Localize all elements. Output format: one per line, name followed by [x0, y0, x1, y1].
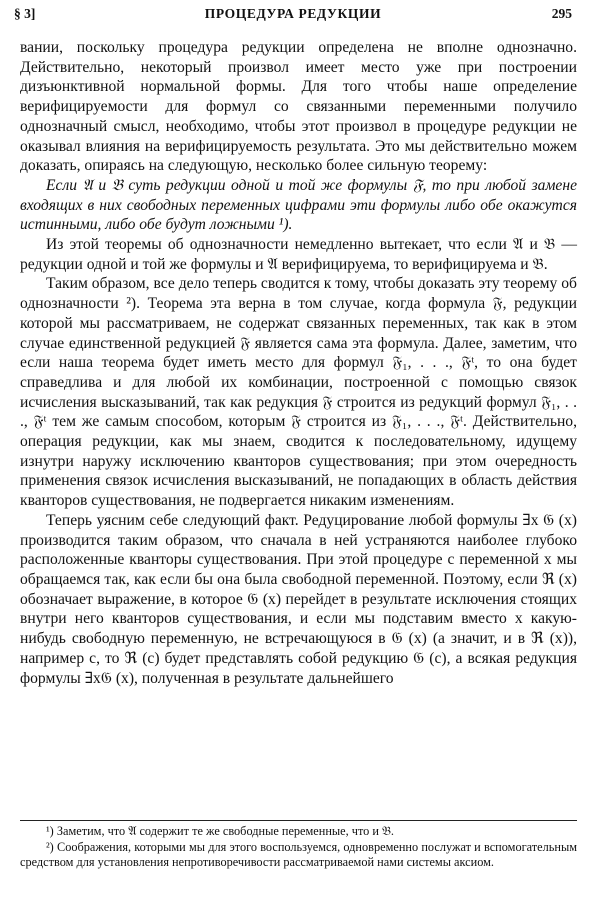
page-number: 295 [551, 6, 572, 21]
footnotes [20, 820, 577, 871]
running-head [14, 6, 572, 24]
footnote-2: ²) Соображения, которыми мы для этого воспользуемся, одновременно послужат и вспомогательным средством для установления непротиворечивости рассматриваемой нами системы аксиом. [20, 839, 577, 870]
theorem-statement: Если 𝔄 и 𝔅 суть редукции одной и той же формулы 𝔉, то при любой замене входящих в них свободных переменных цифрами эти формулы либо обе окажутся истинными, либо обе будут ложными ¹). [20, 176, 577, 234]
footnote-1: ¹) Заметим, что 𝔄 содержит те же свободные переменные, что и 𝔅. [46, 824, 395, 838]
running-title: ПРОЦЕДУРА РЕДУКЦИИ [204, 6, 382, 21]
body-text [20, 38, 577, 688]
paragraph-continued: вании, поскольку процедура редукции определена не вполне однозначно. Действительно, некоторый произвол имеет место уже при построении дизъюнктивной нормальной формы. Для того чтобы наше определение верифицируемости для формул со связанными переменными получило однозначный смысл, необходимо, чтобы этот произвол в процедуре редукции не оказывал влияния на верифицируемость результата. Это мы действительно можем доказать, опираясь на следующую, несколько более сильную теорему: [20, 39, 577, 175]
paragraph: Из этой теоремы об однозначности немедленно вытекает, что если 𝔄 и 𝔅 — редукции одной и той же формулы и 𝔄 верифицируема, то верифицируема и 𝔅. [20, 236, 577, 273]
paragraph: Таким образом, все дело теперь сводится к тому, чтобы доказать эту теорему об однозначности ²). Теорема эта верна в том случае, когда формула 𝔉, редукции которой мы рассматриваем, не содержат связанных переменных, так как в этом случае единственной редукцией 𝔉 является сама эта формула. Далее, заметим, что если наша теорема будет иметь место для формул 𝔉₁, . . ., 𝔉ᵗ, то она будет справедлива и для любой их комбинации, построенной с помощью связок исчисления высказываний, так как редукция 𝔉 строится из редукций формул 𝔉₁, . . ., 𝔉ᵗ тем же самым способом, которым 𝔉 строится из 𝔉₁, . . ., 𝔉ᵗ. Действительно, операция редукции, как мы знаем, сводится к последовательному, идущему изнутри наружу исключению кванторов существования; при этом очередность применения связок исчисления высказываний, не попадающих в область действия кванторов существования, не подвергается никаким изменениям. [20, 275, 577, 510]
paragraph: Теперь уясним себе следующий факт. Редуцирование любой формулы ∃x 𝔊 (x) производится таким образом, что сначала в ней устраняются наиболее глубоко расположенные кванторы существования. При этой процедуре с переменной x мы обращаемся так, как если бы она была свободной переменной. Поэтому, если ℜ (x) обозначает выражение, в которое 𝔊 (x) перейдет в результате исключения стоящих внутри него кванторов существования, и если мы подставим вместо x какую-нибудь свободную переменную, не встречающуюся в 𝔊 (x) (а значит, и в ℜ (x)), например c, то ℜ (c) будет представлять собой редукцию 𝔊 (c), а всякая редукция формулы ∃x𝔊 (x), полученная в результате дальнейшего [20, 511, 577, 687]
section-mark: § 3] [14, 6, 36, 21]
